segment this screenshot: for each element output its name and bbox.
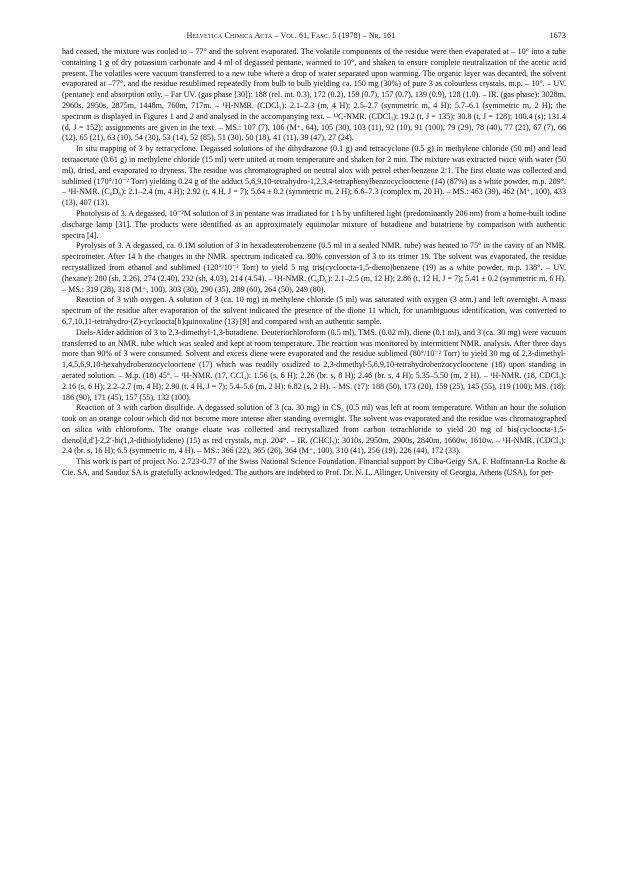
body-text	[62, 47, 566, 479]
paragraph-pyrolysis: Pyrolysis of 3. A degassed, ca. 0.1M solution of 3 in hexadeuterobenzene (0.5 ml in a sealed NMR. tube) was heated to 75° in the cavity of an NMR. spectrometer. After 14 h the changes in the NMR. spectrum indicated ca. 80% conversion of 3 to its trimer 19. The solvent was evaporated, the residue recrystallized from ethanol and sublimed (120°/10⁻² Torr) to yield 5 mg tris(cycloocta-1,5-dieno)benzene (19) as a white powder, m.p. 138°. – UV. (hexane): 280 (sh, 2.26), 274 (2.40), 232 (sh, 4.03), 214 (4.54). – ¹H-NMR. (C₆D₆): 2.1–2.5 (m, 12 H); 2.86 (t, 12 H, J = 7); 5.41 ± 0.2 (symmetric m, 6 H). – MS.: 319 (28), 318 (M⁺, 100), 303 (30), 290 (35), 289 (60), 264 (50), 249 (80).	[62, 241, 566, 294]
running-header	[60, 30, 566, 42]
paragraph-photolysis: Photolysis of 3. A degassed, 10⁻²M solution of 3 in pentane was irradiated for 1 h by unfiltered light (predominantly 206 nm) from a home-built iodine discharge lamp [31]. The products were identified as an approximately equimolar mixture of butadiene and butatriene by comparison with authentic spectra [4].	[62, 208, 566, 240]
paragraph-reaction-with-oxygen: Reaction of 3 with oxygen. A solution of 3 (ca. 10 mg) in methylene chloride (5 ml) was saturated with oxygen (3 atm.) and left overnight. A mass spectrum of the residue after evaporation of the solvent indicated the presence of the dione 11 which, for unambiguous identification, was converted to 6,7,10,11-tetrahydro-(Z)-cycloocta[b]quinoxaline (13) [9] and compared with an authentic sample.	[62, 295, 566, 326]
paragraph-trapping-by-tetracyclone: In situ trapping of 3 by tetracyclone. Degassed solutions of the dihydrazone (0.1 g) and tetracyclone (0.5 g) in methylene chloride (50 ml) and lead tetraacetate (0.61 g) in methylene chloride (15 ml) were united at room temperature and shaken for 2 min. The mixture was extracted twice with water (50 ml), dried, and evaporated to dryness. The residue was chromatographed on neutral alox with petrol ether/benzene 2:1. The first eluate was collected and sublimed (170°/10⁻² Torr) yielding 0.24 g of the adduct 5,6,9,10-tetrahydro-1,2,3,4-tetraphenylbenzocyclooctene (14) (87%) as a white powder, m.p. 209°. – ¹H-NMR. (C₆D₆): 2.1–2.4 (m, 4 H); 2.92 (t, 4 H, J = 7); 5.64 ± 0.2 (symmetric m, 2 H); 6.6–7.3 (complex m, 20 H). – MS.: 463 (39), 462 (M⁺, 100), 433 (13), 407 (13).	[62, 144, 566, 208]
paragraph-reaction-with-carbon-disulfide: Reaction of 3 with carbon disulfide. A degassed solution of 3 (ca. 30 mg) in CS₂ (0.5 ml) was left at room temperature. Within an hour the solution took on an orange colour which did not become more intense after standing overnight. The solvent was evaporated and the residue was chromatographed on silica with chloroform. The orange eluate was collected and recrystallized from carbon tetrachloride to yield 20 mg of bis(cycloocta-1,5-dieno[d,d′]-2,2′-bi(1,3-dithiolylidene) (15) as red crystals, m.p. 204°. – IR. (CHCl₃): 3010s, 2950m, 2900s, 2840m, 1660w, 1610w. – ¹H-NMR. (CDCl₃): 2.4 (br. s, 16 H); 6.5 (symmetric m, 4 H). – MS.: 366 (22), 365 (26), 364 (M⁺, 100), 310 (41), 256 (19), 226 (44), 172 (33).	[62, 403, 566, 456]
journal-title: Helvetica Chimica Acta – Vol. 61, Fasc. 5 (1978) – Nr. 161	[186, 31, 396, 40]
page-number: 1673	[549, 31, 566, 40]
paragraph-acknowledgements: This work is part of project No. 2.723-0.77 of the Swiss National Science Foundation. Financial support by Ciba-Geigy SA, F. Hoffmann-La Roche & Cie. SA, and Sandoz SA is gratefully acknowledged. The authors are indebted to Prof. Dr. N. L. Allinger, University of Georgia, Athens (USA), for per-	[62, 457, 566, 478]
paragraph-diels-alder-addition: Diels-Alder addition of 3 to 2,3-dimethyl-1,3-butadiene. Deuteriochloroform (0.5 ml), TMS. (0.02 ml), diene (0.1 ml), and 3 (ca. 30 mg) were vacuum transferred to an NMR. tube which was sealed and kept at room temperature. The reaction was monitored by intermittent NMR. analysis. After three days more than 90% of 3 were consumed. Solvent and excess diene were evaporated and the residue sublimed (80°/10⁻² Torr) to yield 30 mg of 2,3-dimethyl-1,4,5,6,9,10-hexahydrobenzocyclooctene (17) which was readily oxidized to 2,3-dimethyl-5,6,9,10-tetrahydrobenzocyclooctene (18) upon standing in aerated solution. – M.p. (18) 45°. – ¹H-NMR. (17, CCl₄): 1.56 (s, 6 H); 2.26 (br. s, 8 H); 2.46 (br. s, 4 H); 5.35–5.50 (m, 2 H). – ¹H-NMR. (18, CDCl₃): 2.16 (s, 6 H); 2.2–2.7 (m, 4 H); 2.90 (t, 4 H, J = 7); 5.4–5.6 (m, 2 H); 6.82 (s, 2 H). – MS. (17): 188 (50), 173 (20), 159 (25), 145 (55), 119 (100); MS. (18): 186 (90), 171 (45), 157 (55), 132 (100).	[62, 327, 566, 402]
paragraph-isolation-of-3: had ceased, the mixture was cooled to – 77° and the solvent evaporated. The volatile components of the residue were then evaporated at – 10° into a tube containing 1 g of dry potassium carbonate and 4 ml of degassed pentane, warmed to 10°, and shaken to ensure complete neutralization of the acetic acid present. The volatiles were vacuum transferred to a new tube where a drop of water separated upon warming. The organic layer was decanted, the solvent evaporated at –77°, and the residue resublimed repeatedly from bulb to bulb yielding ca. 150 mg (30%) of pure 3 as colourless crystals, m.p. – 10°. – UV. (pentane): end absorption only. – Far UV. (gas phase [30]): 188 (rel. int. 0.3), 172 (0.2), 159 (0.7), 157 (0.7), 139 (0.9), 128 (1.0). – IR. (gas phase): 3028m, 2960s, 2950s, 2875m, 1448m, 760m, 717m. – ¹H-NMR. (CDCl₃): 2.1–2.3 (m, 4 H); 2.5–2.7 (symmetric m, 4 H); 5.7–6.1 (symmetric m, 2 H); the spectrum is displayed in Figures 1 and 2 and analysed in the accompanying text. – ¹³C-NMR. (CDCl₃): 19.2 (t, J = 135); 30.8 (t, J = 128); 100.4 (s); 131.4 (d, J = 152); assignments are given in the text. – MS.: 107 (7), 106 (M⁺, 64), 105 (30), 103 (11), 92 (10), 91 (100), 79 (29), 78 (40), 77 (21), 67 (7), 66 (12), 65 (21), 63 (10), 54 (30), 53 (14), 52 (85), 51 (30), 50 (18), 41 (11), 39 (47), 27 (24).	[62, 47, 566, 143]
